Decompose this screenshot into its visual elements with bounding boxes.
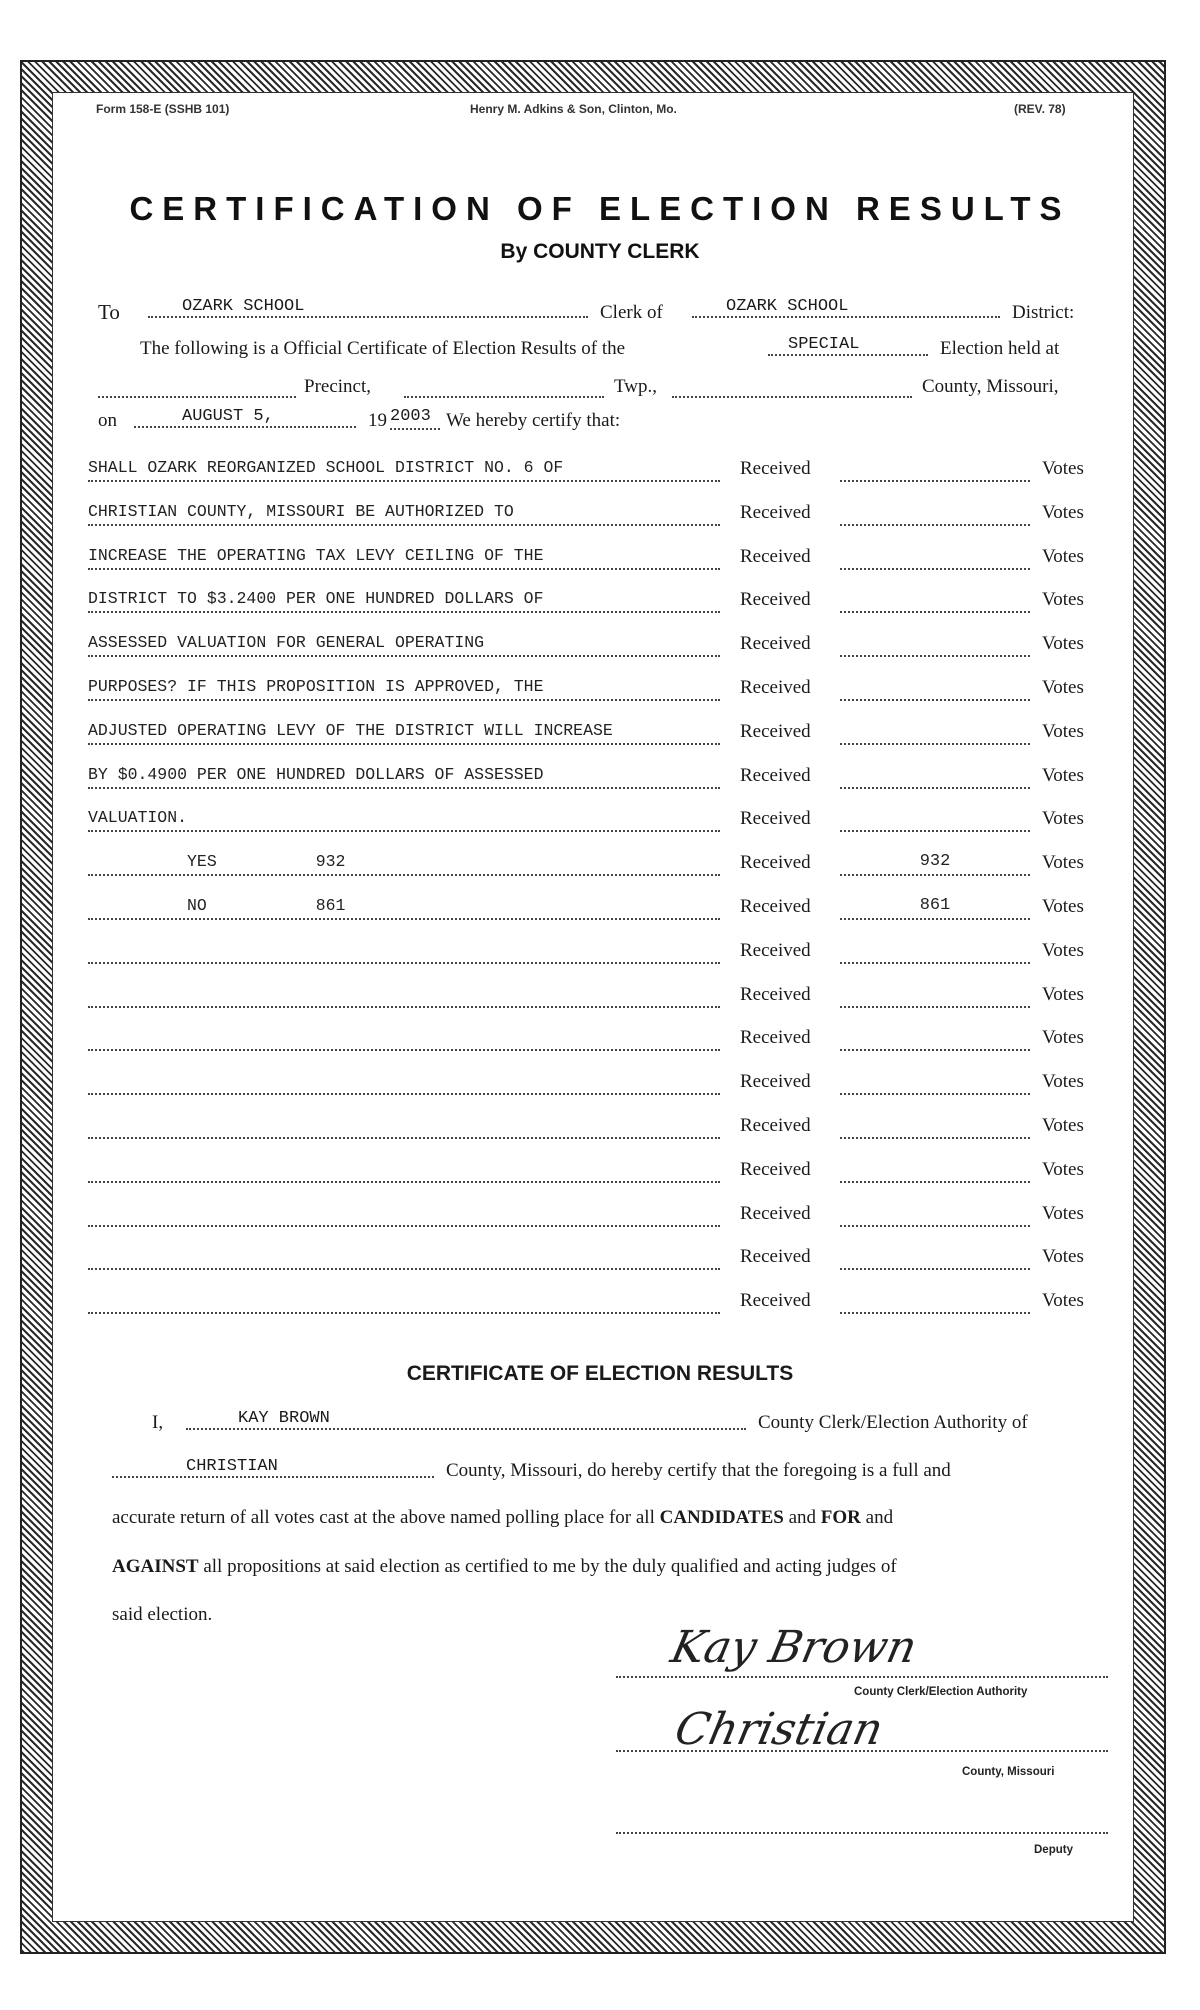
certificate-candidates: CANDIDATES [659, 1507, 784, 1528]
row-description[interactable] [88, 1201, 720, 1227]
votes-label: Votes [1042, 1115, 1084, 1136]
certificate-title: CERTIFICATE OF ELECTION RESULTS [406, 1362, 794, 1385]
row-description[interactable] [88, 1157, 720, 1183]
form-revision: (REV. 78) [1014, 102, 1066, 116]
votes-label: Votes [1042, 633, 1084, 654]
row-description[interactable] [88, 1069, 720, 1095]
received-label: Received [740, 721, 811, 742]
votes-label: Votes [1042, 458, 1084, 479]
received-label: Received [740, 589, 811, 610]
row-description[interactable]: INCREASE THE OPERATING TAX LEVY CEILING OF THE [88, 544, 720, 570]
votes-label: Votes [1042, 940, 1084, 961]
table-row [0, 1157, 1200, 1193]
vote-count-field[interactable] [840, 1113, 1030, 1139]
table-row [0, 1113, 1200, 1149]
vote-count-field[interactable] [840, 1069, 1030, 1095]
vote-count-field[interactable] [840, 675, 1030, 701]
row-description[interactable]: ADJUSTED OPERATING LEVY OF THE DISTRICT WILL INCREASE [88, 719, 720, 745]
certificate-for: FOR [820, 1507, 861, 1528]
year-field[interactable]: 2003 [390, 406, 440, 430]
votes-label: Votes [1042, 984, 1084, 1005]
received-label: Received [740, 852, 811, 873]
vote-count-field[interactable] [840, 1288, 1030, 1314]
table-row [0, 982, 1200, 1018]
row-description[interactable]: VALUATION. [88, 806, 720, 832]
votes-label: Votes [1042, 589, 1084, 610]
row-description[interactable] [88, 1244, 720, 1270]
to-field[interactable]: OZARK SCHOOL [148, 296, 588, 318]
clerk-of-field[interactable]: OZARK SCHOOL [692, 296, 1000, 318]
received-label: Received [740, 633, 811, 654]
precinct-label: Precinct, [304, 376, 372, 397]
table-row [0, 500, 1200, 536]
document-title: CERTIFICATION OF ELECTION RESULTS [129, 190, 1071, 227]
votes-label: Votes [1042, 1290, 1084, 1311]
vote-count-field[interactable]: 932 [840, 850, 1030, 876]
county-signature-label: County, Missouri [962, 1766, 1055, 1778]
county-signature-line[interactable] [616, 1748, 1108, 1752]
election-held-label: Election held at [940, 338, 1060, 359]
following-text: The following is a Official Certificate of Election Results of the [140, 338, 626, 359]
votes-label: Votes [1042, 1071, 1084, 1092]
received-label: Received [740, 502, 811, 523]
votes-label: Votes [1042, 721, 1084, 742]
table-row [0, 631, 1200, 667]
votes-label: Votes [1042, 1246, 1084, 1267]
row-description[interactable]: YES 932 [88, 850, 720, 876]
table-row [0, 1201, 1200, 1237]
date-field[interactable]: AUGUST 5, [134, 406, 356, 428]
vote-count-field[interactable] [840, 456, 1030, 482]
received-label: Received [740, 808, 811, 829]
district-label: District: [1012, 302, 1075, 323]
vote-count-field[interactable] [840, 544, 1030, 570]
table-row [0, 456, 1200, 492]
document-subtitle: By COUNTY CLERK [500, 240, 700, 263]
form-id: Form 158-E (SSHB 101) [96, 102, 230, 116]
certificate-line3-text: accurate return of all votes cast at the above named polling place for all [112, 1507, 655, 1528]
vote-count-field[interactable] [840, 500, 1030, 526]
vote-count-field[interactable] [840, 1157, 1030, 1183]
county-signature: Christian [670, 1704, 888, 1755]
table-row [0, 806, 1200, 842]
row-description[interactable]: SHALL OZARK REORGANIZED SCHOOL DISTRICT NO. 6 OF [88, 456, 720, 482]
certificate-line4-text: all propositions at said election as certified to me by the duly qualified and acting judges of [203, 1556, 897, 1577]
received-label: Received [740, 765, 811, 786]
certificate-against: AGAINST [112, 1556, 199, 1577]
certify-text: We hereby certify that: [446, 410, 621, 431]
certificate-line2: County, Missouri, do hereby certify that the foregoing is a full and [446, 1460, 951, 1481]
twp-field[interactable] [404, 374, 604, 398]
received-label: Received [740, 546, 811, 567]
to-label: To [98, 300, 120, 324]
deputy-signature-line[interactable] [616, 1830, 1108, 1834]
row-description[interactable] [88, 1288, 720, 1314]
received-label: Received [740, 896, 811, 917]
received-label: Received [740, 1290, 811, 1311]
row-description[interactable]: DISTRICT TO $3.2400 PER ONE HUNDRED DOLLARS OF [88, 587, 720, 613]
votes-label: Votes [1042, 896, 1084, 917]
table-row [0, 1025, 1200, 1061]
table-row [0, 544, 1200, 580]
vote-count-field[interactable] [840, 1201, 1030, 1227]
clerk-signature: Kay Brown [666, 1622, 922, 1673]
received-label: Received [740, 1071, 811, 1092]
votes-label: Votes [1042, 808, 1084, 829]
table-row [0, 675, 1200, 711]
votes-label: Votes [1042, 1159, 1084, 1180]
votes-label: Votes [1042, 1203, 1084, 1224]
vote-count-field[interactable]: 861 [840, 894, 1030, 920]
received-label: Received [740, 677, 811, 698]
received-label: Received [740, 458, 811, 479]
votes-label: Votes [1042, 677, 1084, 698]
votes-label: Votes [1042, 852, 1084, 873]
received-label: Received [740, 1246, 811, 1267]
vote-count-field[interactable] [840, 719, 1030, 745]
table-row [0, 894, 1200, 930]
row-description[interactable]: PURPOSES? IF THIS PROPOSITION IS APPROVED, THE [88, 675, 720, 701]
received-label: Received [740, 1203, 811, 1224]
twp-label: Twp., [614, 376, 658, 397]
table-row [0, 850, 1200, 886]
authority-of-text: County Clerk/Election Authority of [758, 1412, 1028, 1433]
vote-count-field[interactable] [840, 1244, 1030, 1270]
received-label: Received [740, 984, 811, 1005]
votes-label: Votes [1042, 546, 1084, 567]
row-description[interactable]: NO 861 [88, 894, 720, 920]
county-name-field[interactable]: CHRISTIAN [112, 1456, 434, 1478]
county-field[interactable] [672, 374, 912, 398]
vote-count-field[interactable] [840, 631, 1030, 657]
vote-count-field[interactable] [840, 938, 1030, 964]
table-row [0, 1244, 1200, 1280]
row-description[interactable] [88, 982, 720, 1008]
votes-label: Votes [1042, 765, 1084, 786]
certificate-and: and [788, 1507, 817, 1528]
table-row [0, 763, 1200, 799]
clerk-signature-label: County Clerk/Election Authority [854, 1686, 1028, 1698]
votes-label: Votes [1042, 1027, 1084, 1048]
votes-label: Votes [1042, 502, 1084, 523]
row-description[interactable] [88, 1113, 720, 1139]
table-row [0, 587, 1200, 623]
certificate-line3 [112, 1507, 893, 1529]
deputy-label: Deputy [1034, 1844, 1073, 1856]
received-label: Received [740, 1027, 811, 1048]
table-row [0, 1069, 1200, 1105]
row-description[interactable] [88, 938, 720, 964]
row-description[interactable] [88, 1025, 720, 1051]
row-description[interactable]: ASSESSED VALUATION FOR GENERAL OPERATING [88, 631, 720, 657]
on-label: on [98, 410, 117, 431]
precinct-field[interactable] [98, 374, 296, 398]
certificate-and-end: and [865, 1507, 894, 1528]
vote-count-field[interactable] [840, 587, 1030, 613]
received-label: Received [740, 940, 811, 961]
clerk-signature-line[interactable] [616, 1674, 1108, 1678]
table-row [0, 719, 1200, 755]
table-row [0, 938, 1200, 974]
printer-name: Henry M. Adkins & Son, Clinton, Mo. [470, 102, 677, 116]
year-prefix: 19 [368, 410, 387, 431]
vote-count-field[interactable] [840, 763, 1030, 789]
received-label: Received [740, 1159, 811, 1180]
county-label: County, Missouri, [922, 376, 1059, 397]
row-description[interactable]: CHRISTIAN COUNTY, MISSOURI BE AUTHORIZED TO [88, 500, 720, 526]
table-row [0, 1288, 1200, 1324]
clerk-name-field[interactable]: KAY BROWN [186, 1408, 746, 1430]
certificate-line5: said election. [112, 1604, 213, 1625]
clerk-of-label: Clerk of [600, 302, 663, 323]
vote-count-field[interactable] [840, 806, 1030, 832]
received-label: Received [740, 1115, 811, 1136]
vote-count-field[interactable] [840, 1025, 1030, 1051]
election-type-field[interactable]: SPECIAL [768, 334, 928, 356]
vote-count-field[interactable] [840, 982, 1030, 1008]
certificate-line4 [112, 1556, 897, 1578]
row-description[interactable]: BY $0.4900 PER ONE HUNDRED DOLLARS OF ASSESSED [88, 763, 720, 789]
i-label: I, [152, 1412, 164, 1433]
